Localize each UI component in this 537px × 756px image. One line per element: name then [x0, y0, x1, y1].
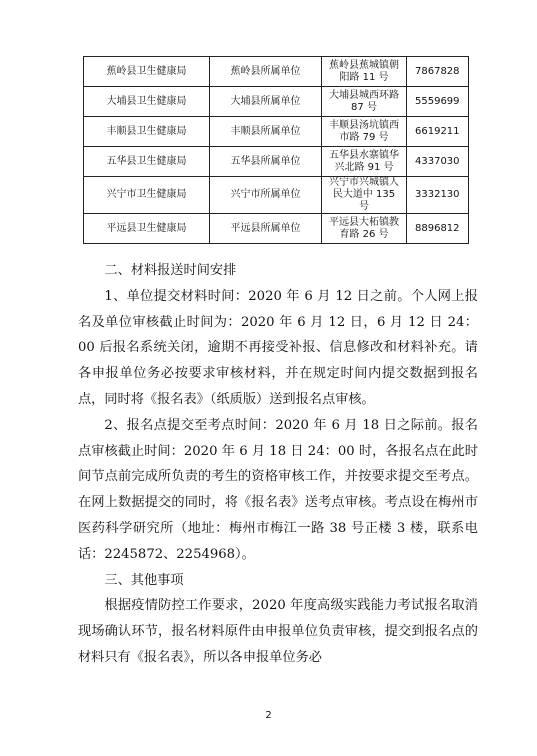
cell-bureau: [84, 214, 210, 244]
paragraph-exam-site-time: 2、报名点提交至考点时间：2020 年 6 月 18 日之际前。报名点审核截止时间：2020 年 6 月 18 日 24：00 时，各报名点在此时间节点前完成所负责的考生的资格审核工作，并按要求提交至考点。在网上数据提交的同时，将《报名表》送考点审核。考点设在梅州市医药科学研究所（地址：梅州市梅江一路 38 号正楼 3 楼，联系电话：2245872、2254968）。: [78, 417, 478, 562]
cell-scope: [210, 214, 322, 244]
cell-scope: [210, 147, 322, 177]
cell-bureau-text: 蕉岭县卫生健康局: [106, 65, 187, 77]
cell-scope-text: 丰顺县所属单位: [230, 125, 301, 137]
cell-scope-text: 五华县所属单位: [230, 155, 301, 167]
cell-scope: [210, 177, 322, 214]
cell-address: [322, 117, 407, 147]
section-heading-2: 二、材料报送时间安排: [104, 263, 237, 278]
table-row: [84, 177, 469, 214]
cell-bureau-text: 丰顺县卫生健康局: [106, 125, 187, 137]
cell-scope: [210, 87, 322, 117]
cell-address: [322, 147, 407, 177]
cell-scope-text: 蕉岭县所属单位: [230, 65, 301, 77]
cell-phone-text: 7867828: [415, 65, 460, 77]
cell-address-text: 市路 79 号: [339, 131, 389, 143]
cell-scope-text: 大埔县所属单位: [230, 95, 301, 107]
cell-address-text: 民大道中 135 号: [332, 189, 396, 212]
cell-phone: [407, 117, 469, 147]
cell-bureau-text: 五华县卫生健康局: [106, 155, 187, 167]
cell-phone-text: 5559699: [415, 95, 460, 107]
cell-address-text: 兴宁市兴城镇人: [329, 177, 399, 188]
cell-bureau: [84, 87, 210, 117]
table-row: [84, 117, 469, 147]
paragraph-submission-time: 1、单位提交材料时间：2020 年 6 月 12 日之前。个人网上报名及单位审核截止时间为：2020 年 6 月 12 日，6 月 12 日 24：00 后报名系统关闭，逾期不再接受补报、信息修改和材料补充。请各申报单位务必按要求审核材料，并在规定时间内提交数据到报名点，同时将《报名表》（纸质版）送到报名点审核。: [78, 288, 478, 407]
cell-bureau: [84, 177, 210, 214]
cell-phone-text: 3332130: [415, 189, 460, 200]
cell-scope: [210, 57, 322, 87]
registration-units-table: [83, 56, 469, 244]
table-row: [84, 57, 469, 87]
cell-bureau: [84, 57, 210, 87]
table-row: [84, 214, 469, 244]
cell-scope: [210, 117, 322, 147]
cell-address-text: 平远县大柘镇教: [329, 216, 399, 228]
cell-phone-text: 4337030: [415, 155, 460, 167]
cell-address: [322, 57, 407, 87]
cell-phone: [407, 147, 469, 177]
body-text: [78, 258, 478, 671]
cell-address: [322, 177, 407, 214]
cell-address-text: 大埔县城西环路: [329, 89, 399, 101]
cell-phone: [407, 214, 469, 244]
cell-scope-text: 兴宁市所属单位: [230, 189, 301, 200]
cell-address-text: 兴北路 91 号: [334, 161, 394, 173]
paragraph-other-matters: 根据疫情防控工作要求，2020 年度高级实践能力考试报名取消现场确认环节，报名材料原件由申报单位负责审核，提交到报名点的材料只有《报名表》，所以各申报单位务必: [78, 598, 478, 665]
cell-address-text: 丰顺县汤坑镇西: [329, 119, 399, 131]
cell-phone: [407, 87, 469, 117]
cell-address: [322, 214, 407, 244]
cell-phone: [407, 177, 469, 214]
cell-bureau-text: 大埔县卫生健康局: [106, 95, 187, 107]
cell-address-text: 五华县水寨镇华: [329, 149, 399, 161]
cell-phone-text: 8896812: [415, 222, 460, 234]
cell-bureau: [84, 147, 210, 177]
table-body: [84, 57, 469, 244]
cell-address: [322, 87, 407, 117]
cell-address-text: 87 号: [351, 101, 377, 113]
page-number: 2: [265, 710, 272, 721]
cell-bureau-text: 兴宁市卫生健康局: [106, 189, 187, 200]
cell-bureau-text: 平远县卫生健康局: [106, 222, 187, 234]
cell-phone: [407, 57, 469, 87]
cell-address-text: 阳路 11 号: [339, 71, 389, 83]
cell-address-text: 育路 26 号: [339, 228, 389, 240]
section-heading-3: 三、其他事项: [104, 572, 184, 588]
cell-address-text: 蕉岭县蕉城镇朝: [329, 59, 399, 71]
cell-phone-text: 6619211: [415, 125, 460, 137]
table-row: [84, 87, 469, 117]
cell-scope-text: 平远县所属单位: [230, 222, 301, 234]
cell-bureau: [84, 117, 210, 147]
table-row: [84, 147, 469, 177]
